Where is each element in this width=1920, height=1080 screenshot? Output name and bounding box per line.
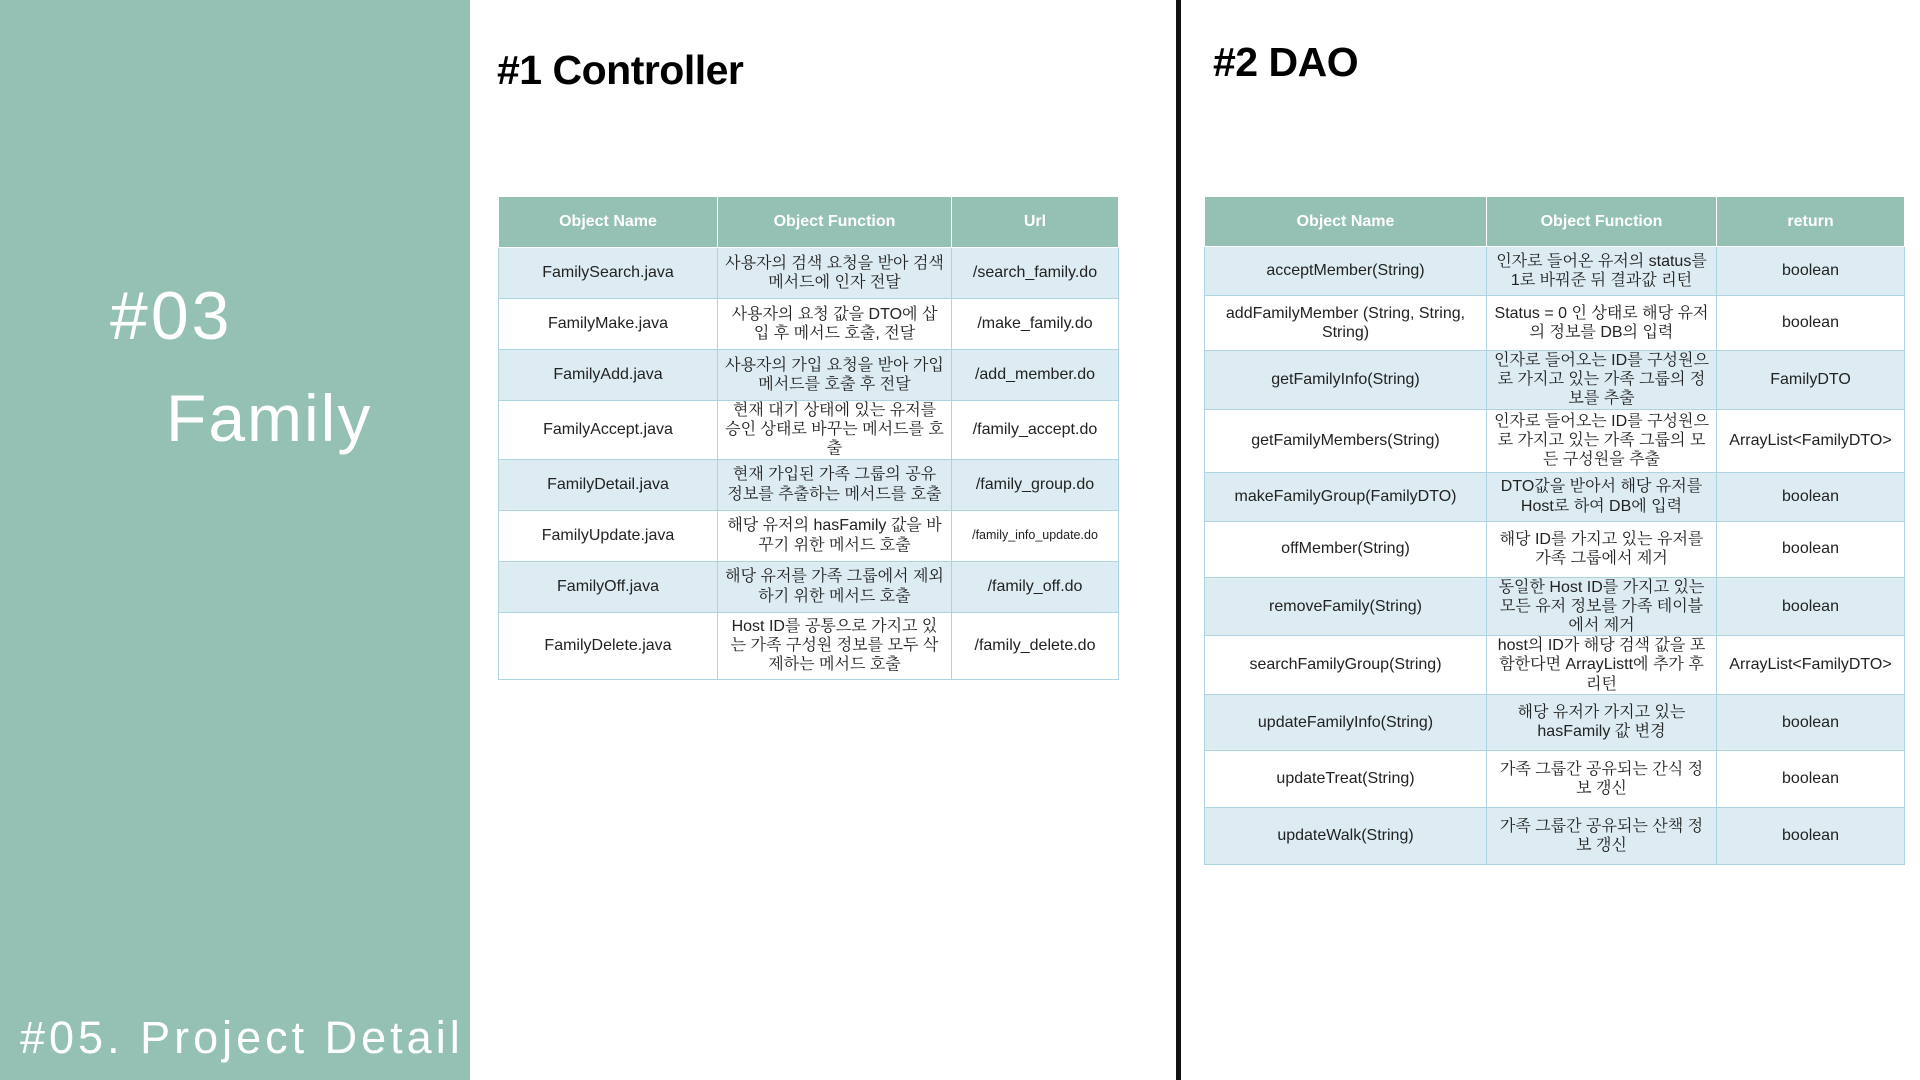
column-header: Object Name bbox=[499, 197, 718, 248]
table-row bbox=[499, 401, 1119, 460]
section-number: #03 bbox=[110, 278, 233, 354]
return-cell: boolean bbox=[1717, 247, 1905, 296]
column-header: Url bbox=[952, 197, 1119, 248]
object-function-cell: 인자로 들어온 유저의 status를 1로 바꿔준 뒤 결과값 리턴 bbox=[1487, 247, 1717, 296]
object-function-cell: 해당 유저를 가족 그룹에서 제외하기 위한 메서드 호출 bbox=[718, 561, 952, 612]
url-cell: /family_delete.do bbox=[952, 612, 1119, 679]
object-name-cell: searchFamilyGroup(String) bbox=[1205, 636, 1487, 695]
object-name-cell: updateWalk(String) bbox=[1205, 807, 1487, 864]
section-title: Family bbox=[166, 381, 373, 455]
object-name-cell: FamilyOff.java bbox=[499, 561, 718, 612]
object-name-cell: offMember(String) bbox=[1205, 521, 1487, 577]
return-cell: boolean bbox=[1717, 577, 1905, 636]
object-name-cell: removeFamily(String) bbox=[1205, 577, 1487, 636]
object-name-cell: FamilySearch.java bbox=[499, 248, 718, 299]
return-cell: boolean bbox=[1717, 472, 1905, 521]
url-cell: /add_member.do bbox=[952, 350, 1119, 401]
object-name-cell: acceptMember(String) bbox=[1205, 247, 1487, 296]
url-cell: /family_group.do bbox=[952, 459, 1119, 510]
object-name-cell: FamilyDetail.java bbox=[499, 459, 718, 510]
return-cell: boolean bbox=[1717, 296, 1905, 351]
url-cell: /search_family.do bbox=[952, 248, 1119, 299]
url-cell: /make_family.do bbox=[952, 299, 1119, 350]
object-name-cell: FamilyAccept.java bbox=[499, 401, 718, 460]
column-header: Object Name bbox=[1205, 197, 1487, 247]
object-name-cell: FamilyUpdate.java bbox=[499, 510, 718, 561]
table-row bbox=[1205, 636, 1905, 695]
table-row bbox=[499, 248, 1119, 299]
table-row bbox=[1205, 577, 1905, 636]
table-row bbox=[499, 612, 1119, 679]
object-function-cell: 사용자의 가입 요청을 받아 가입 메서드를 호출 후 전달 bbox=[718, 350, 952, 401]
return-cell: ArrayList<FamilyDTO> bbox=[1717, 409, 1905, 472]
object-name-cell: addFamilyMember (String, String, String) bbox=[1205, 296, 1487, 351]
section-sidebar bbox=[0, 0, 470, 1080]
dao-table bbox=[1204, 196, 1905, 865]
controller-table bbox=[498, 196, 1119, 680]
table-row bbox=[499, 459, 1119, 510]
return-cell: boolean bbox=[1717, 807, 1905, 864]
object-function-cell: 해당 유저가 가지고 있는 hasFamily 값 변경 bbox=[1487, 694, 1717, 750]
table-row bbox=[499, 350, 1119, 401]
table-row bbox=[1205, 521, 1905, 577]
table-row bbox=[1205, 247, 1905, 296]
object-function-cell: 사용자의 검색 요청을 받아 검색 메서드에 인자 전달 bbox=[718, 248, 952, 299]
object-function-cell: 사용자의 요청 값을 DTO에 삽입 후 메서드 호출, 전달 bbox=[718, 299, 952, 350]
table-row bbox=[499, 561, 1119, 612]
return-cell: boolean bbox=[1717, 750, 1905, 807]
object-name-cell: getFamilyMembers(String) bbox=[1205, 409, 1487, 472]
object-function-cell: 현재 가입된 가족 그룹의 공유 정보를 추출하는 메서드를 호출 bbox=[718, 459, 952, 510]
url-cell: /family_accept.do bbox=[952, 401, 1119, 460]
table-row bbox=[1205, 409, 1905, 472]
object-name-cell: FamilyMake.java bbox=[499, 299, 718, 350]
object-function-cell: 가족 그룹간 공유되는 간식 정보 갱신 bbox=[1487, 750, 1717, 807]
table-row bbox=[1205, 807, 1905, 864]
object-function-cell: 해당 ID를 가지고 있는 유저를 가족 그룹에서 제거 bbox=[1487, 521, 1717, 577]
table-row bbox=[1205, 472, 1905, 521]
table-row bbox=[1205, 694, 1905, 750]
object-function-cell: 인자로 들어오는 ID를 구성원으로 가지고 있는 가족 그룹의 모든 구성원을 추출 bbox=[1487, 409, 1717, 472]
object-function-cell: 해당 유저의 hasFamily 값을 바꾸기 위한 메서드 호출 bbox=[718, 510, 952, 561]
controller-heading: #1 Controller bbox=[497, 47, 744, 93]
footer-title: #05. Project Detail bbox=[20, 1012, 464, 1063]
return-cell: FamilyDTO bbox=[1717, 351, 1905, 410]
column-header: Object Function bbox=[718, 197, 952, 248]
table-row bbox=[499, 299, 1119, 350]
column-header: return bbox=[1717, 197, 1905, 247]
object-name-cell: getFamilyInfo(String) bbox=[1205, 351, 1487, 410]
object-name-cell: FamilyAdd.java bbox=[499, 350, 718, 401]
object-name-cell: FamilyDelete.java bbox=[499, 612, 718, 679]
table-row bbox=[1205, 351, 1905, 410]
table-header-row bbox=[499, 197, 1119, 248]
object-function-cell: Host ID를 공통으로 가지고 있는 가족 구성원 정보를 모두 삭제하는 메서드 호출 bbox=[718, 612, 952, 679]
url-cell: /family_info_update.do bbox=[952, 510, 1119, 561]
table-row bbox=[499, 510, 1119, 561]
return-cell: ArrayList<FamilyDTO> bbox=[1717, 636, 1905, 695]
url-cell: /family_off.do bbox=[952, 561, 1119, 612]
object-function-cell: host의 ID가 해당 검색 값을 포함한다면 ArrayListt에 추가 후 리턴 bbox=[1487, 636, 1717, 695]
object-name-cell: updateTreat(String) bbox=[1205, 750, 1487, 807]
object-function-cell: DTO값을 받아서 해당 유저를 Host로 하여 DB에 입력 bbox=[1487, 472, 1717, 521]
dao-heading: #2 DAO bbox=[1213, 39, 1359, 85]
table-row bbox=[1205, 296, 1905, 351]
object-function-cell: 가족 그룹간 공유되는 산책 정보 갱신 bbox=[1487, 807, 1717, 864]
object-name-cell: makeFamilyGroup(FamilyDTO) bbox=[1205, 472, 1487, 521]
object-function-cell: 동일한 Host ID를 가지고 있는 모든 유저 정보를 가족 테이블에서 제거 bbox=[1487, 577, 1717, 636]
table-header-row bbox=[1205, 197, 1905, 247]
table-row bbox=[1205, 750, 1905, 807]
vertical-divider bbox=[1176, 0, 1181, 1080]
object-name-cell: updateFamilyInfo(String) bbox=[1205, 694, 1487, 750]
object-function-cell: 인자로 들어오는 ID를 구성원으로 가지고 있는 가족 그룹의 정보를 추출 bbox=[1487, 351, 1717, 410]
return-cell: boolean bbox=[1717, 521, 1905, 577]
column-header: Object Function bbox=[1487, 197, 1717, 247]
object-function-cell: 현재 대기 상태에 있는 유저를 승인 상태로 바꾸는 메서드를 호출 bbox=[718, 401, 952, 460]
return-cell: boolean bbox=[1717, 694, 1905, 750]
object-function-cell: Status = 0 인 상태로 해당 유저의 정보를 DB의 입력 bbox=[1487, 296, 1717, 351]
